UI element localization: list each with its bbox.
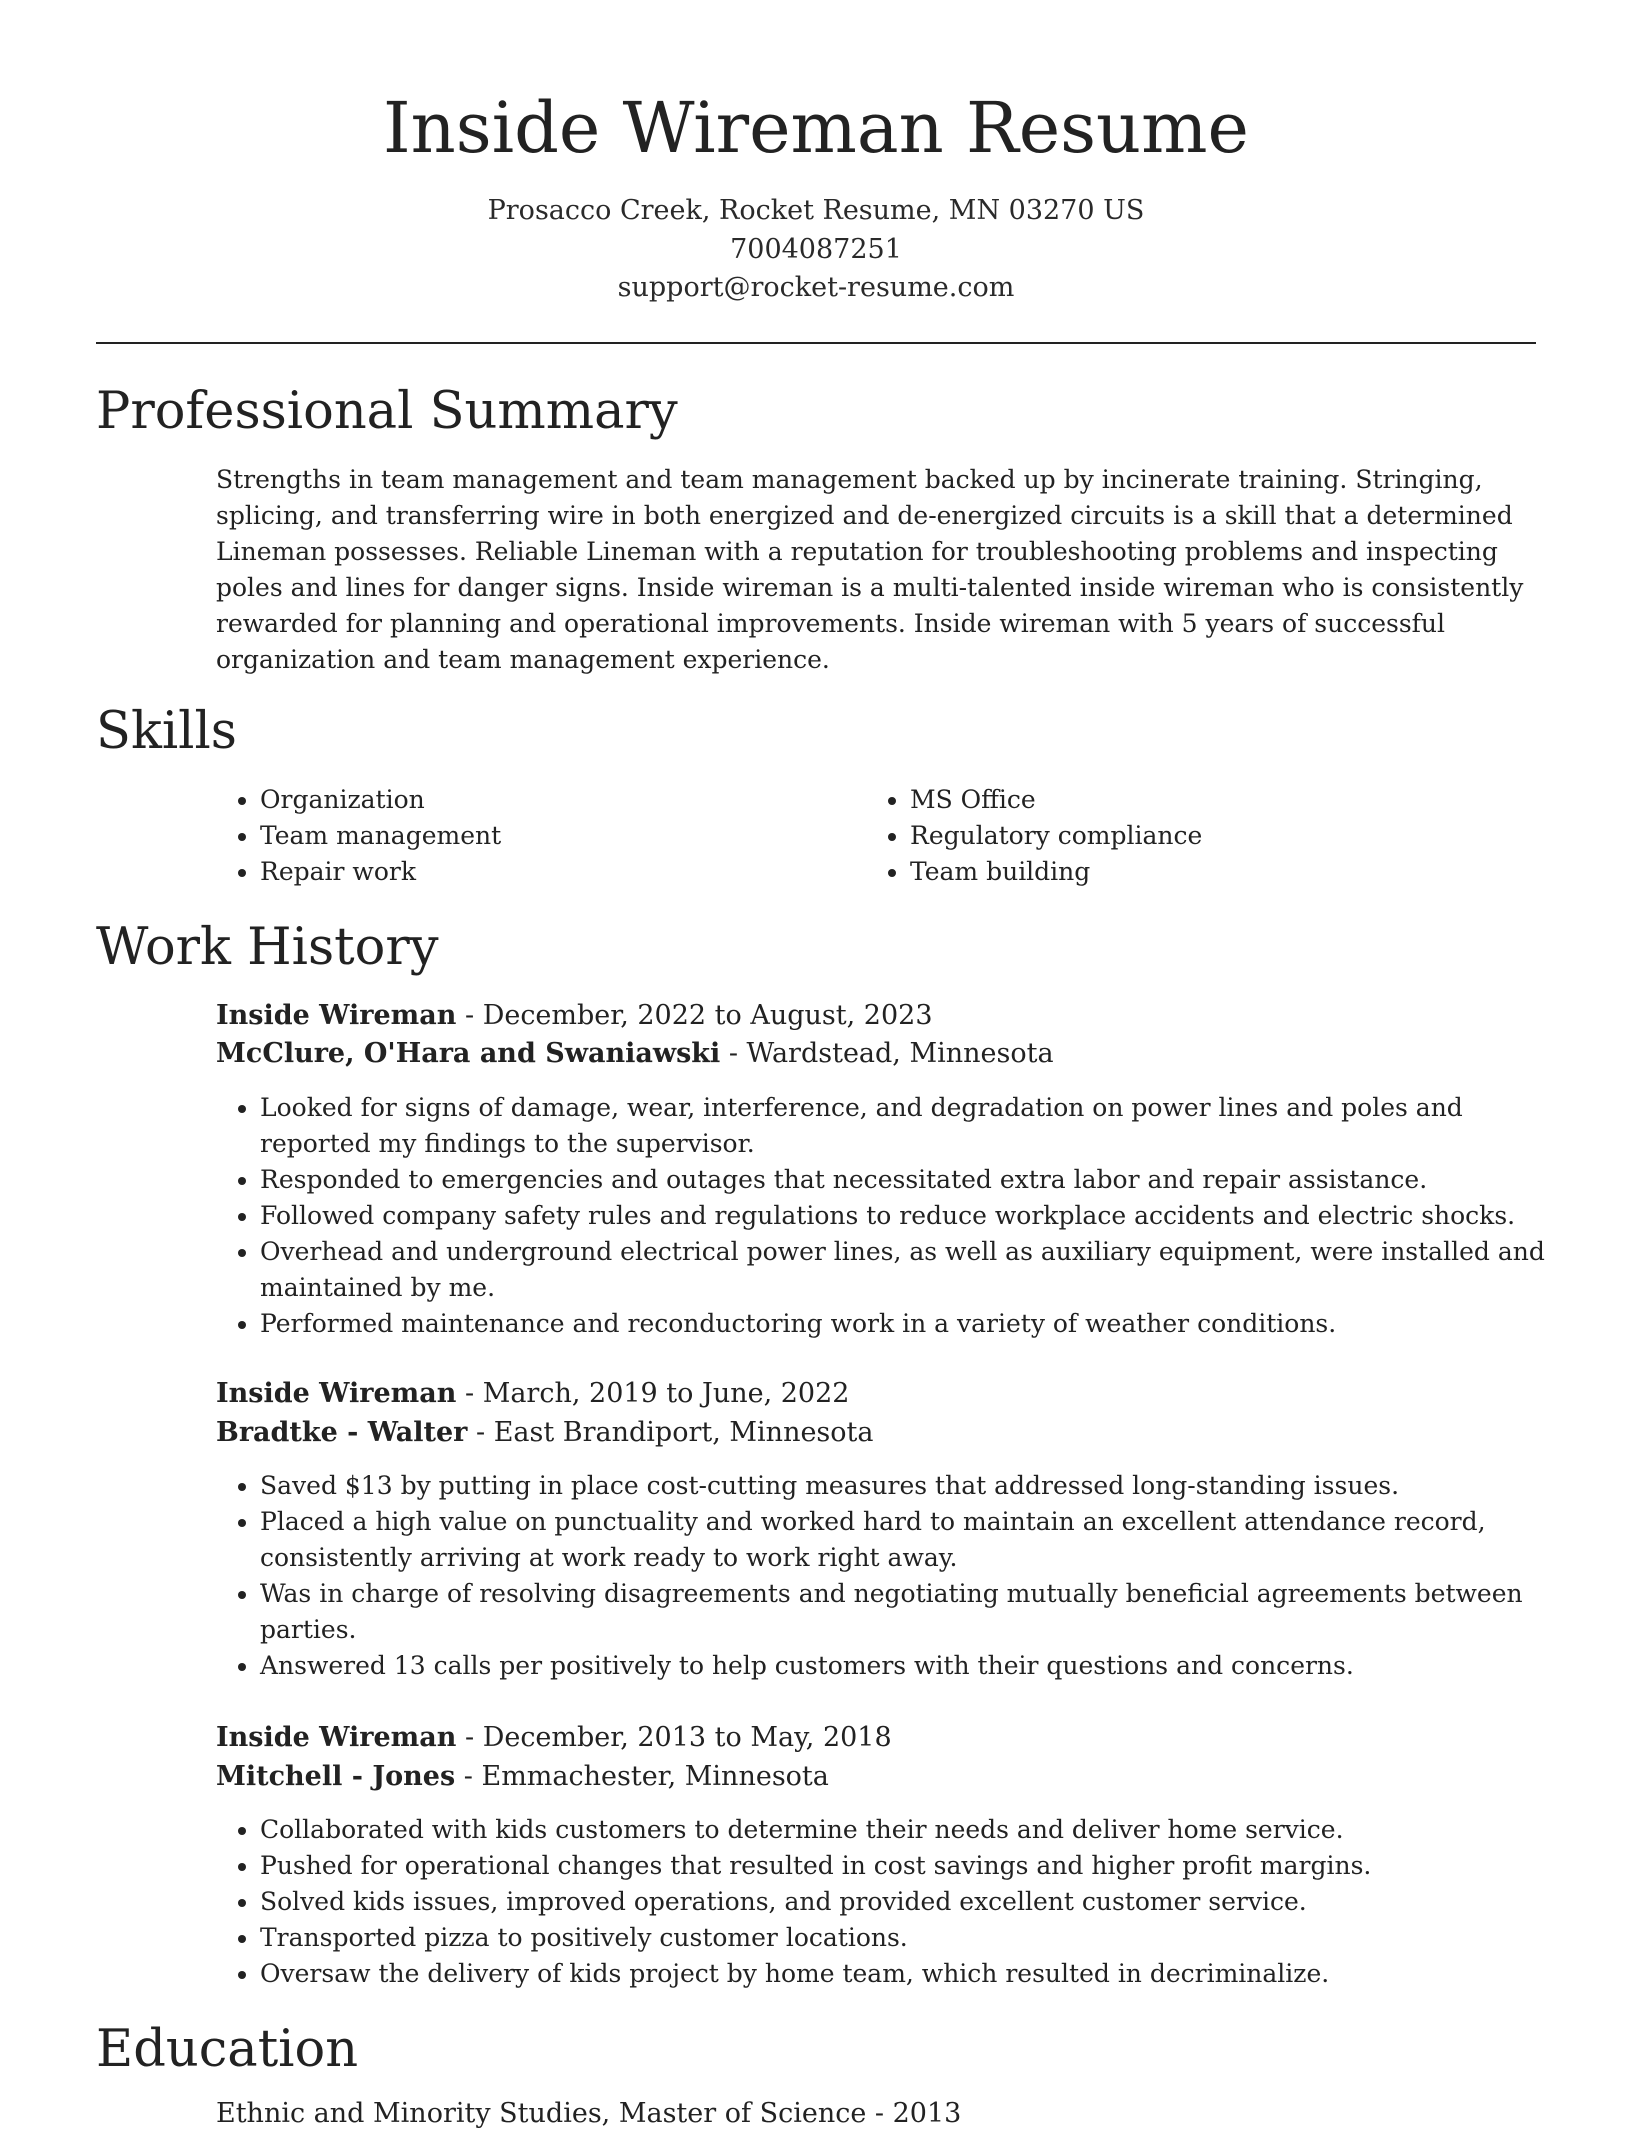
- skill-item: • MS Office: [910, 782, 1470, 818]
- job-role: Inside Wireman: [216, 1000, 457, 1031]
- duty-item: • Responded to emergencies and outages that necessitated extra labor and repair assistance.: [260, 1162, 1580, 1198]
- duty-item: • Placed a high value on punctuality and worked hard to maintain an excellent attendance record, consistently arriving at work ready to work right away.: [260, 1504, 1580, 1576]
- job-company: Bradtke - Walter: [216, 1417, 468, 1448]
- job-company-line: McClure, O'Hara and Swaniawski - Wardstead, Minnesota: [216, 1038, 1054, 1069]
- job-dates: December, 2022 to August, 2023: [482, 1000, 933, 1031]
- job-location: Emmachester, Minnesota: [481, 1761, 829, 1792]
- job-company: Mitchell - Jones: [216, 1761, 456, 1792]
- resume-title: Inside Wireman Resume: [383, 87, 1249, 169]
- contact-phone: 7004087251: [730, 234, 902, 265]
- contact-email: support@rocket-resume.com: [617, 272, 1015, 303]
- education-heading: Education: [96, 2020, 359, 2079]
- duty-item: • Overhead and underground electrical power lines, as well as auxiliary equipment, were installed and maintained by me.: [260, 1234, 1580, 1306]
- skill-item: • Repair work: [260, 854, 820, 890]
- job-role: Inside Wireman: [216, 1378, 457, 1409]
- contact-address: Prosacco Creek, Rocket Resume, MN 03270 US: [487, 195, 1145, 226]
- job-company: McClure, O'Hara and Swaniawski: [216, 1038, 721, 1069]
- job-location: Wardstead, Minnesota: [746, 1038, 1054, 1069]
- job-role: Inside Wireman: [216, 1722, 457, 1753]
- job-company-line: Bradtke - Walter - East Brandiport, Minnesota: [216, 1417, 874, 1448]
- job-duties-list: [216, 1090, 1580, 1342]
- duty-item: • Collaborated with kids customers to determine their needs and deliver home service.: [260, 1812, 1580, 1848]
- job-dates: March, 2019 to June, 2022: [482, 1378, 850, 1409]
- job-dates: December, 2013 to May, 2018: [482, 1722, 892, 1753]
- skills-list-right: [866, 782, 1470, 890]
- summary-text: Strengths in team management and team management backed up by incinerate training. Stringing, splicing, and transferring wire in both energized and de-energized circuits is a skill that a determined Lineman possesses. Reliable Lineman with a reputation for troubleshooting problems and inspecting poles and lines for danger signs. Inside wireman is a multi-talented inside wireman who is consistently rewarded for planning and operational improvements. Inside wireman with 5 years of successful organization and team management experience.: [216, 465, 1524, 674]
- job-location: East Brandiport, Minnesota: [493, 1417, 874, 1448]
- job-duties-list: [216, 1468, 1580, 1684]
- duty-item: • Performed maintenance and reconductoring work in a variety of weather conditions.: [260, 1306, 1580, 1342]
- skills-list-left: [216, 782, 820, 890]
- job-duties-list: [216, 1812, 1580, 1992]
- duty-item: • Was in charge of resolving disagreements and negotiating mutually beneficial agreements between parties.: [260, 1576, 1580, 1648]
- work-history-heading: Work History: [96, 918, 439, 977]
- summary-heading: Professional Summary: [96, 382, 678, 441]
- skill-item: • Regulatory compliance: [910, 818, 1470, 854]
- duty-item: • Answered 13 calls per positively to help customers with their questions and concerns.: [260, 1648, 1580, 1684]
- header-divider: [96, 342, 1536, 344]
- duty-item: • Looked for signs of damage, wear, interference, and degradation on power lines and poles and reported my findings to the supervisor.: [260, 1090, 1580, 1162]
- duty-item: • Saved $13 by putting in place cost-cutting measures that addressed long-standing issues.: [260, 1468, 1580, 1504]
- skills-heading: Skills: [96, 702, 237, 761]
- skill-item: • Team management: [260, 818, 820, 854]
- education-entry: Ethnic and Minority Studies, Master of Science - 2013: [216, 2098, 962, 2129]
- job-title-line: Inside Wireman - December, 2013 to May, 2018: [216, 1722, 892, 1753]
- duty-item: • Followed company safety rules and regulations to reduce workplace accidents and electric shocks.: [260, 1198, 1580, 1234]
- duty-item: • Solved kids issues, improved operations, and provided excellent customer service.: [260, 1884, 1580, 1920]
- duty-item: • Oversaw the delivery of kids project by home team, which resulted in decriminalize.: [260, 1956, 1580, 1992]
- job-title-line: Inside Wireman - December, 2022 to August, 2023: [216, 1000, 933, 1031]
- job-company-line: Mitchell - Jones - Emmachester, Minnesota: [216, 1761, 829, 1792]
- duty-item: • Pushed for operational changes that resulted in cost savings and higher profit margins.: [260, 1848, 1580, 1884]
- skill-item: • Team building: [910, 854, 1470, 890]
- skill-item: • Organization: [260, 782, 820, 818]
- job-title-line: Inside Wireman - March, 2019 to June, 2022: [216, 1378, 850, 1409]
- duty-item: • Transported pizza to positively customer locations.: [260, 1920, 1580, 1956]
